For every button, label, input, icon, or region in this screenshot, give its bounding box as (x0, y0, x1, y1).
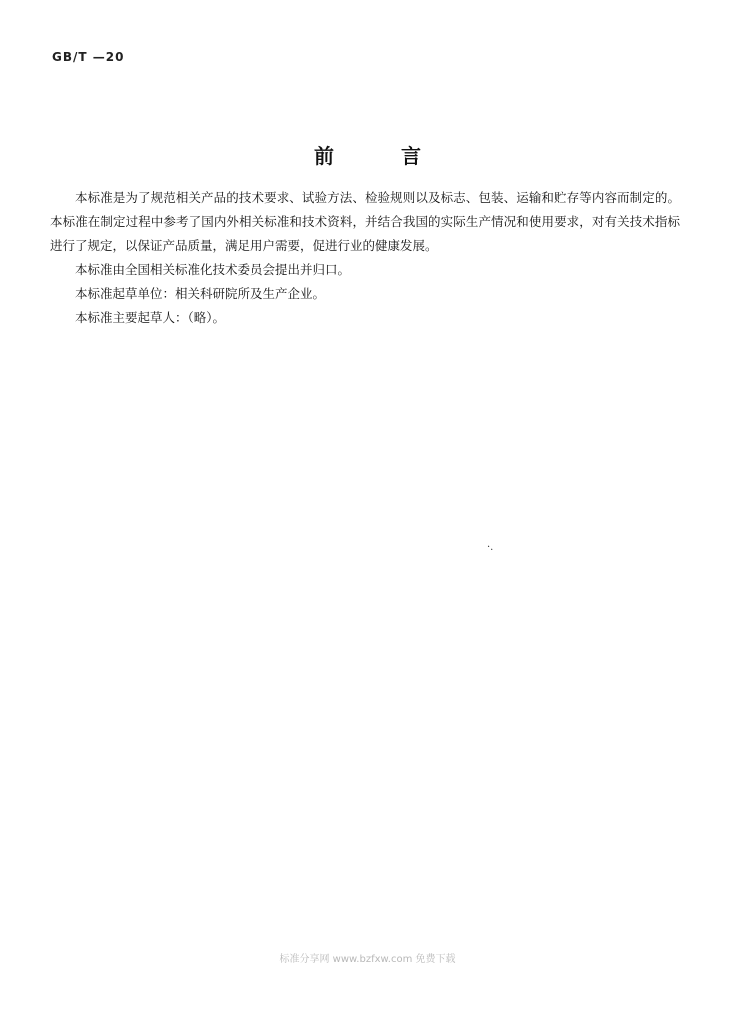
foreword-paragraph: 本标准主要起草人：（略）。 (75, 310, 226, 325)
foreword-paragraph: 本标准是为了规范相关产品的技术要求、试验方法、检验规则以及标志、包装、运输和贮存等内容而制定的。本标准在制定过程中参考了国内外相关标准和技术资料，并结合我国的实际生产情况和使用要求，对有关技术指标进行了规定，以保证产品质量，满足用户需要，促进行业的健康发展。 (50, 190, 680, 253)
page-title: 前 言 (314, 144, 451, 168)
footer-watermark: 标准分享网 www.bzfxw.com 免费下载 (279, 954, 456, 965)
page-header-standard-code: GB/T —20 (52, 50, 125, 64)
foreword-paragraph: 本标准由全国相关标准化技术委员会提出并归口。 (75, 262, 351, 277)
foreword-body (50, 186, 680, 330)
foreword-paragraph: 本标准起草单位：相关科研院所及生产企业。 (75, 286, 326, 301)
scan-artifact-mark: ·. (487, 542, 494, 553)
